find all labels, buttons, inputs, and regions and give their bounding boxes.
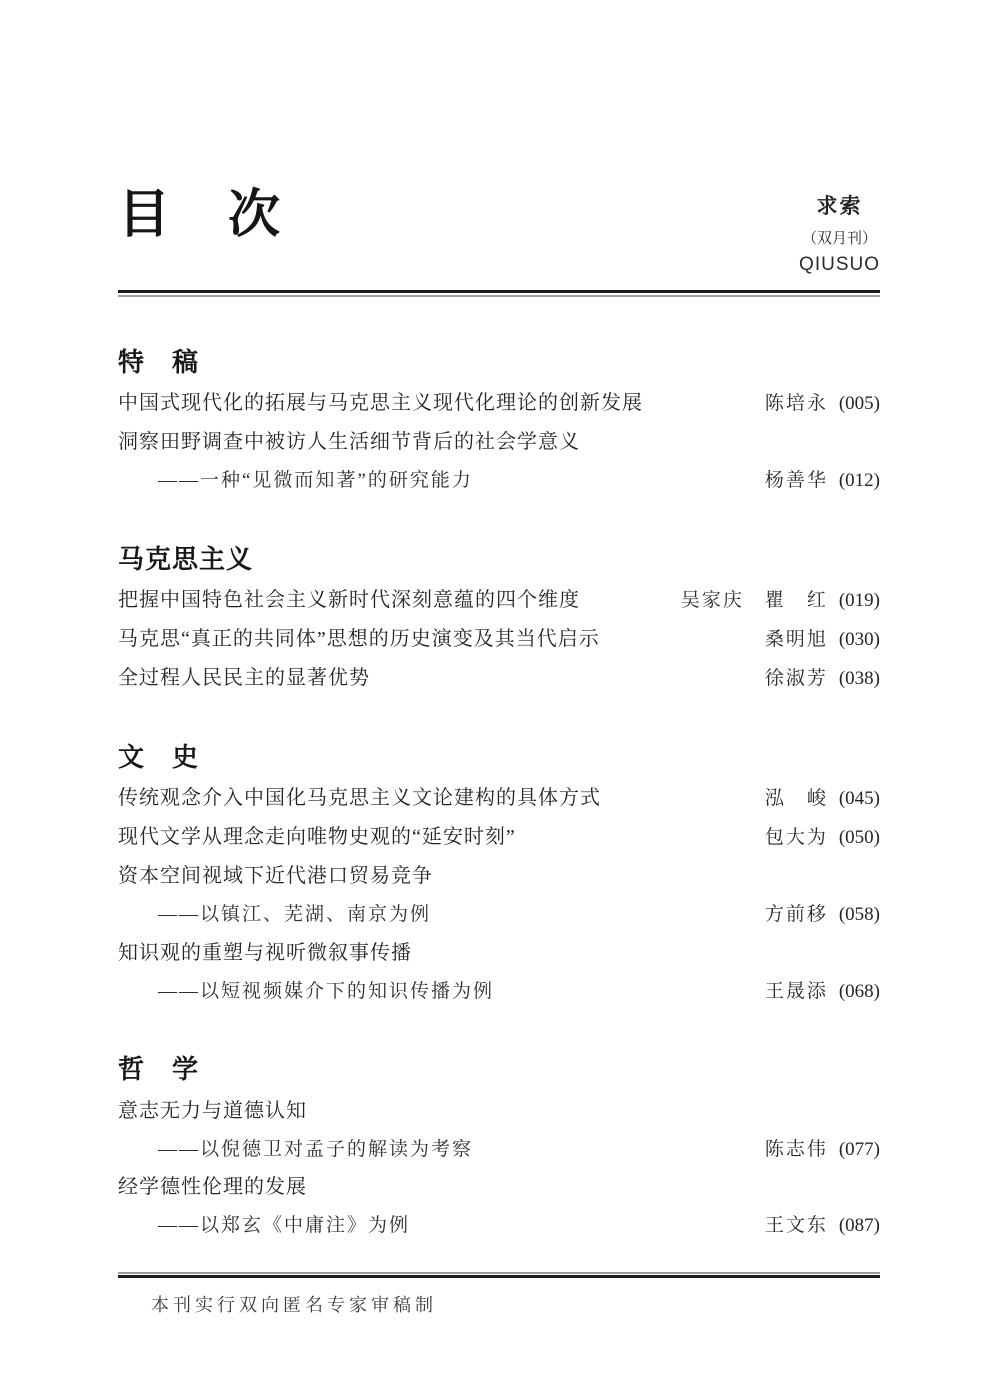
section-literature-history — [118, 742, 880, 1004]
article-title: 传统观念介入中国化马克思主义文论建构的具体方式 — [118, 787, 601, 810]
article-page-number: (068) — [838, 980, 880, 1002]
article-title: 知识观的重塑与视听微叙事传播 — [118, 941, 412, 964]
article-authors: 方前移 — [764, 904, 828, 926]
author-page-group — [745, 627, 880, 653]
divider-dark-line — [118, 1275, 880, 1278]
page-footer — [118, 1272, 880, 1317]
toc-entry-subtitle — [118, 979, 880, 1005]
section-marxism — [118, 544, 880, 692]
article-title: 意志无力与道德认知 — [118, 1099, 307, 1122]
toc-entry — [118, 824, 880, 851]
article-title: 经学德性伦理的发展 — [118, 1176, 307, 1199]
author-page-group — [745, 786, 880, 812]
author-page-group — [745, 979, 880, 1005]
toc-entry-subtitle — [118, 902, 880, 928]
author-page-group — [745, 1213, 880, 1239]
toc-entry — [118, 390, 880, 417]
article-title: 中国式现代化的拓展与马克思主义现代化理论的创新发展 — [118, 392, 643, 415]
toc-entry — [118, 785, 880, 812]
author-page-group — [745, 391, 880, 417]
article-subtitle: ——以郑玄《中庸注》为例 — [158, 1215, 411, 1237]
journal-masthead — [799, 186, 880, 276]
toc-entry — [118, 665, 880, 692]
journal-frequency: （双月刊） — [802, 230, 878, 247]
article-authors: 杨善华 — [764, 470, 828, 492]
section-philosophy — [118, 1054, 880, 1238]
article-page-number: (077) — [838, 1138, 880, 1160]
article-title: 现代文学从理念走向唯物史观的“延安时刻” — [118, 826, 516, 849]
toc-entry — [118, 1098, 880, 1125]
section-heading: 特 稿 — [118, 347, 200, 377]
article-authors: 王文东 — [764, 1215, 828, 1237]
article-page-number: (019) — [838, 590, 880, 612]
toc-entry — [118, 863, 880, 890]
author-page-group — [745, 825, 880, 851]
article-authors: 陈志伟 — [764, 1138, 828, 1160]
toc-entry-subtitle — [118, 1213, 880, 1239]
section-tegao — [118, 347, 880, 494]
author-page-group — [745, 902, 880, 928]
divider-dark-line — [118, 290, 880, 293]
toc-entry — [118, 429, 880, 456]
article-title: 资本空间视域下近代港口贸易竞争 — [118, 865, 433, 888]
section-heading: 哲 学 — [118, 1054, 200, 1085]
journal-name: 求索 — [816, 195, 863, 218]
journal-romanized-name: QIUSUO — [799, 254, 880, 275]
divider-gray-line — [118, 295, 880, 297]
toc-entry-subtitle — [118, 1137, 880, 1163]
article-subtitle: ——以短视频媒介下的知识传播为例 — [158, 980, 495, 1002]
toc-entry-subtitle — [118, 468, 880, 494]
page-title: 目 次 — [118, 187, 284, 244]
article-page-number: (012) — [838, 470, 880, 492]
toc-entry — [118, 940, 880, 967]
article-authors: 吴家庆 瞿 红 — [680, 590, 828, 612]
author-page-group — [661, 588, 880, 614]
article-authors: 包大为 — [764, 827, 828, 849]
article-subtitle: ——一种“见微而知著”的研究能力 — [158, 470, 473, 492]
article-page-number: (045) — [838, 788, 880, 810]
article-subtitle: ——以倪德卫对孟子的解读为考察 — [158, 1138, 474, 1160]
toc-entry — [118, 587, 880, 614]
footer-divider — [118, 1272, 880, 1278]
article-authors: 桑明旭 — [764, 629, 828, 651]
article-page-number: (038) — [838, 668, 880, 690]
article-authors: 陈培永 — [764, 393, 828, 415]
section-heading: 马克思主义 — [118, 543, 254, 574]
toc-entry — [118, 626, 880, 653]
article-title: 全过程人民民主的显著优势 — [118, 667, 370, 690]
article-page-number: (058) — [838, 904, 880, 926]
author-page-group — [745, 468, 880, 494]
page-header — [118, 0, 880, 276]
article-subtitle: ——以镇江、芜湖、南京为例 — [158, 904, 432, 926]
article-authors: 王晟添 — [764, 980, 828, 1002]
article-authors: 泓 峻 — [764, 788, 828, 810]
author-page-group — [745, 1137, 880, 1163]
article-title: 马克思“真正的共同体”思想的历史演变及其当代启示 — [118, 628, 600, 651]
article-page-number: (050) — [838, 827, 880, 849]
article-page-number: (087) — [838, 1215, 880, 1237]
header-divider — [118, 290, 880, 297]
article-page-number: (005) — [838, 393, 880, 415]
article-title: 把握中国特色社会主义新时代深刻意蕴的四个维度 — [118, 589, 580, 612]
divider-gray-line — [118, 1272, 880, 1274]
review-policy-note: 本刊实行双向匿名专家审稿制 — [151, 1295, 437, 1315]
article-authors: 徐淑芳 — [764, 668, 828, 690]
toc-entry — [118, 1174, 880, 1201]
author-page-group — [745, 666, 880, 692]
section-heading: 文 史 — [118, 742, 200, 773]
article-title: 洞察田野调查中被访人生活细节背后的社会学意义 — [118, 431, 580, 454]
article-page-number: (030) — [838, 629, 880, 651]
